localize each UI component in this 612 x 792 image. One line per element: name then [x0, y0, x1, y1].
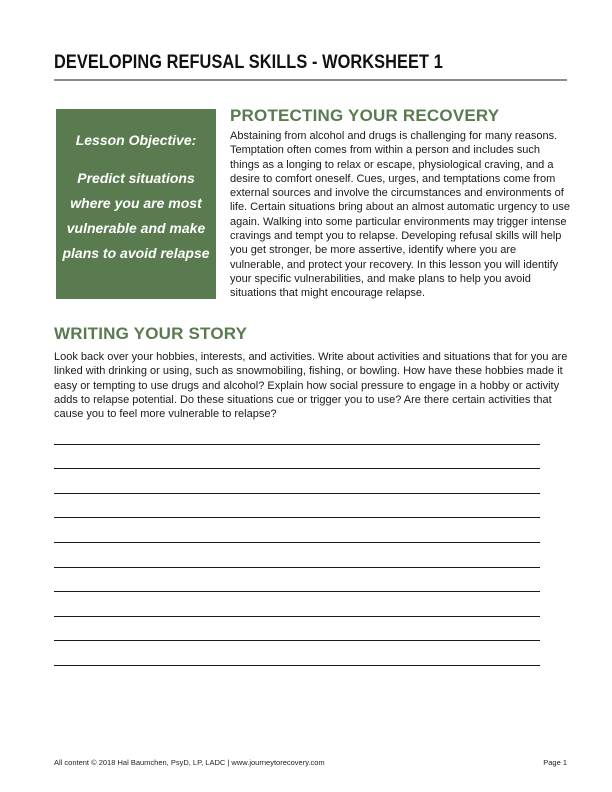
protecting-heading: PROTECTING YOUR RECOVERY	[230, 106, 500, 125]
lesson-objective-box	[56, 109, 216, 299]
objective-text: Predict situations where you are most vulnerable and make plans to avoid relapse	[62, 170, 210, 261]
writing-line[interactable]	[54, 445, 540, 470]
writing-line[interactable]	[54, 469, 540, 494]
writing-body: Look back over your hobbies, interests, and activities. Write about activities and situations that for you are linked with drinking or using, such as snowmobiling, fishing, or bowling. How have these hobbies made it easy or tempting to use drugs and alcohol? Explain how social pressure to engage in a hobby or activity adds to relapse potential. Do these situations cue or trigger you to use? Are there certain activities that cause you to feel more vulnerable to relapse?	[54, 351, 568, 421]
protecting-body: Abstaining from alcohol and drugs is challenging for many reasons. Temptation often comes from within a person and includes such things as a longing to relax or escape, physiological craving, and a desire to comfort oneself. Cues, urges, and temptations come from external sources and involve the circumstances and environments of life. Certain situations bring about an almost automatic urgency to use again. Walking into some particular environments may trigger intense cravings and tempt you to relapse. Developing refusal skills will help you get stronger, be more assertive, identify where you are vulnerable, and protect your recovery. In this lesson you will identify your specific vulnerabilities, and make plans to help you avoid situations that might encourage relapse.	[230, 130, 570, 300]
writing-line[interactable]	[54, 543, 540, 568]
writing-line[interactable]	[54, 592, 540, 617]
footer	[54, 758, 567, 767]
writing-line[interactable]	[54, 617, 540, 642]
writing-line[interactable]	[54, 494, 540, 519]
writing-line[interactable]	[54, 518, 540, 543]
objective-label: Lesson Objective:	[75, 132, 197, 148]
footer-credit: All content © 2018 Hal Baumchen, PsyD, LP, LADC | www.journeytorecovery.com	[54, 758, 325, 767]
writing-heading: WRITING YOUR STORY	[54, 324, 248, 343]
writing-line[interactable]	[54, 641, 540, 666]
writing-line[interactable]	[54, 568, 540, 593]
writing-line[interactable]	[54, 420, 540, 445]
page-number: Page 1	[543, 758, 567, 767]
title-divider	[54, 79, 567, 81]
writing-area[interactable]	[54, 420, 540, 666]
page-title: DEVELOPING REFUSAL SKILLS - WORKSHEET 1	[54, 52, 443, 73]
